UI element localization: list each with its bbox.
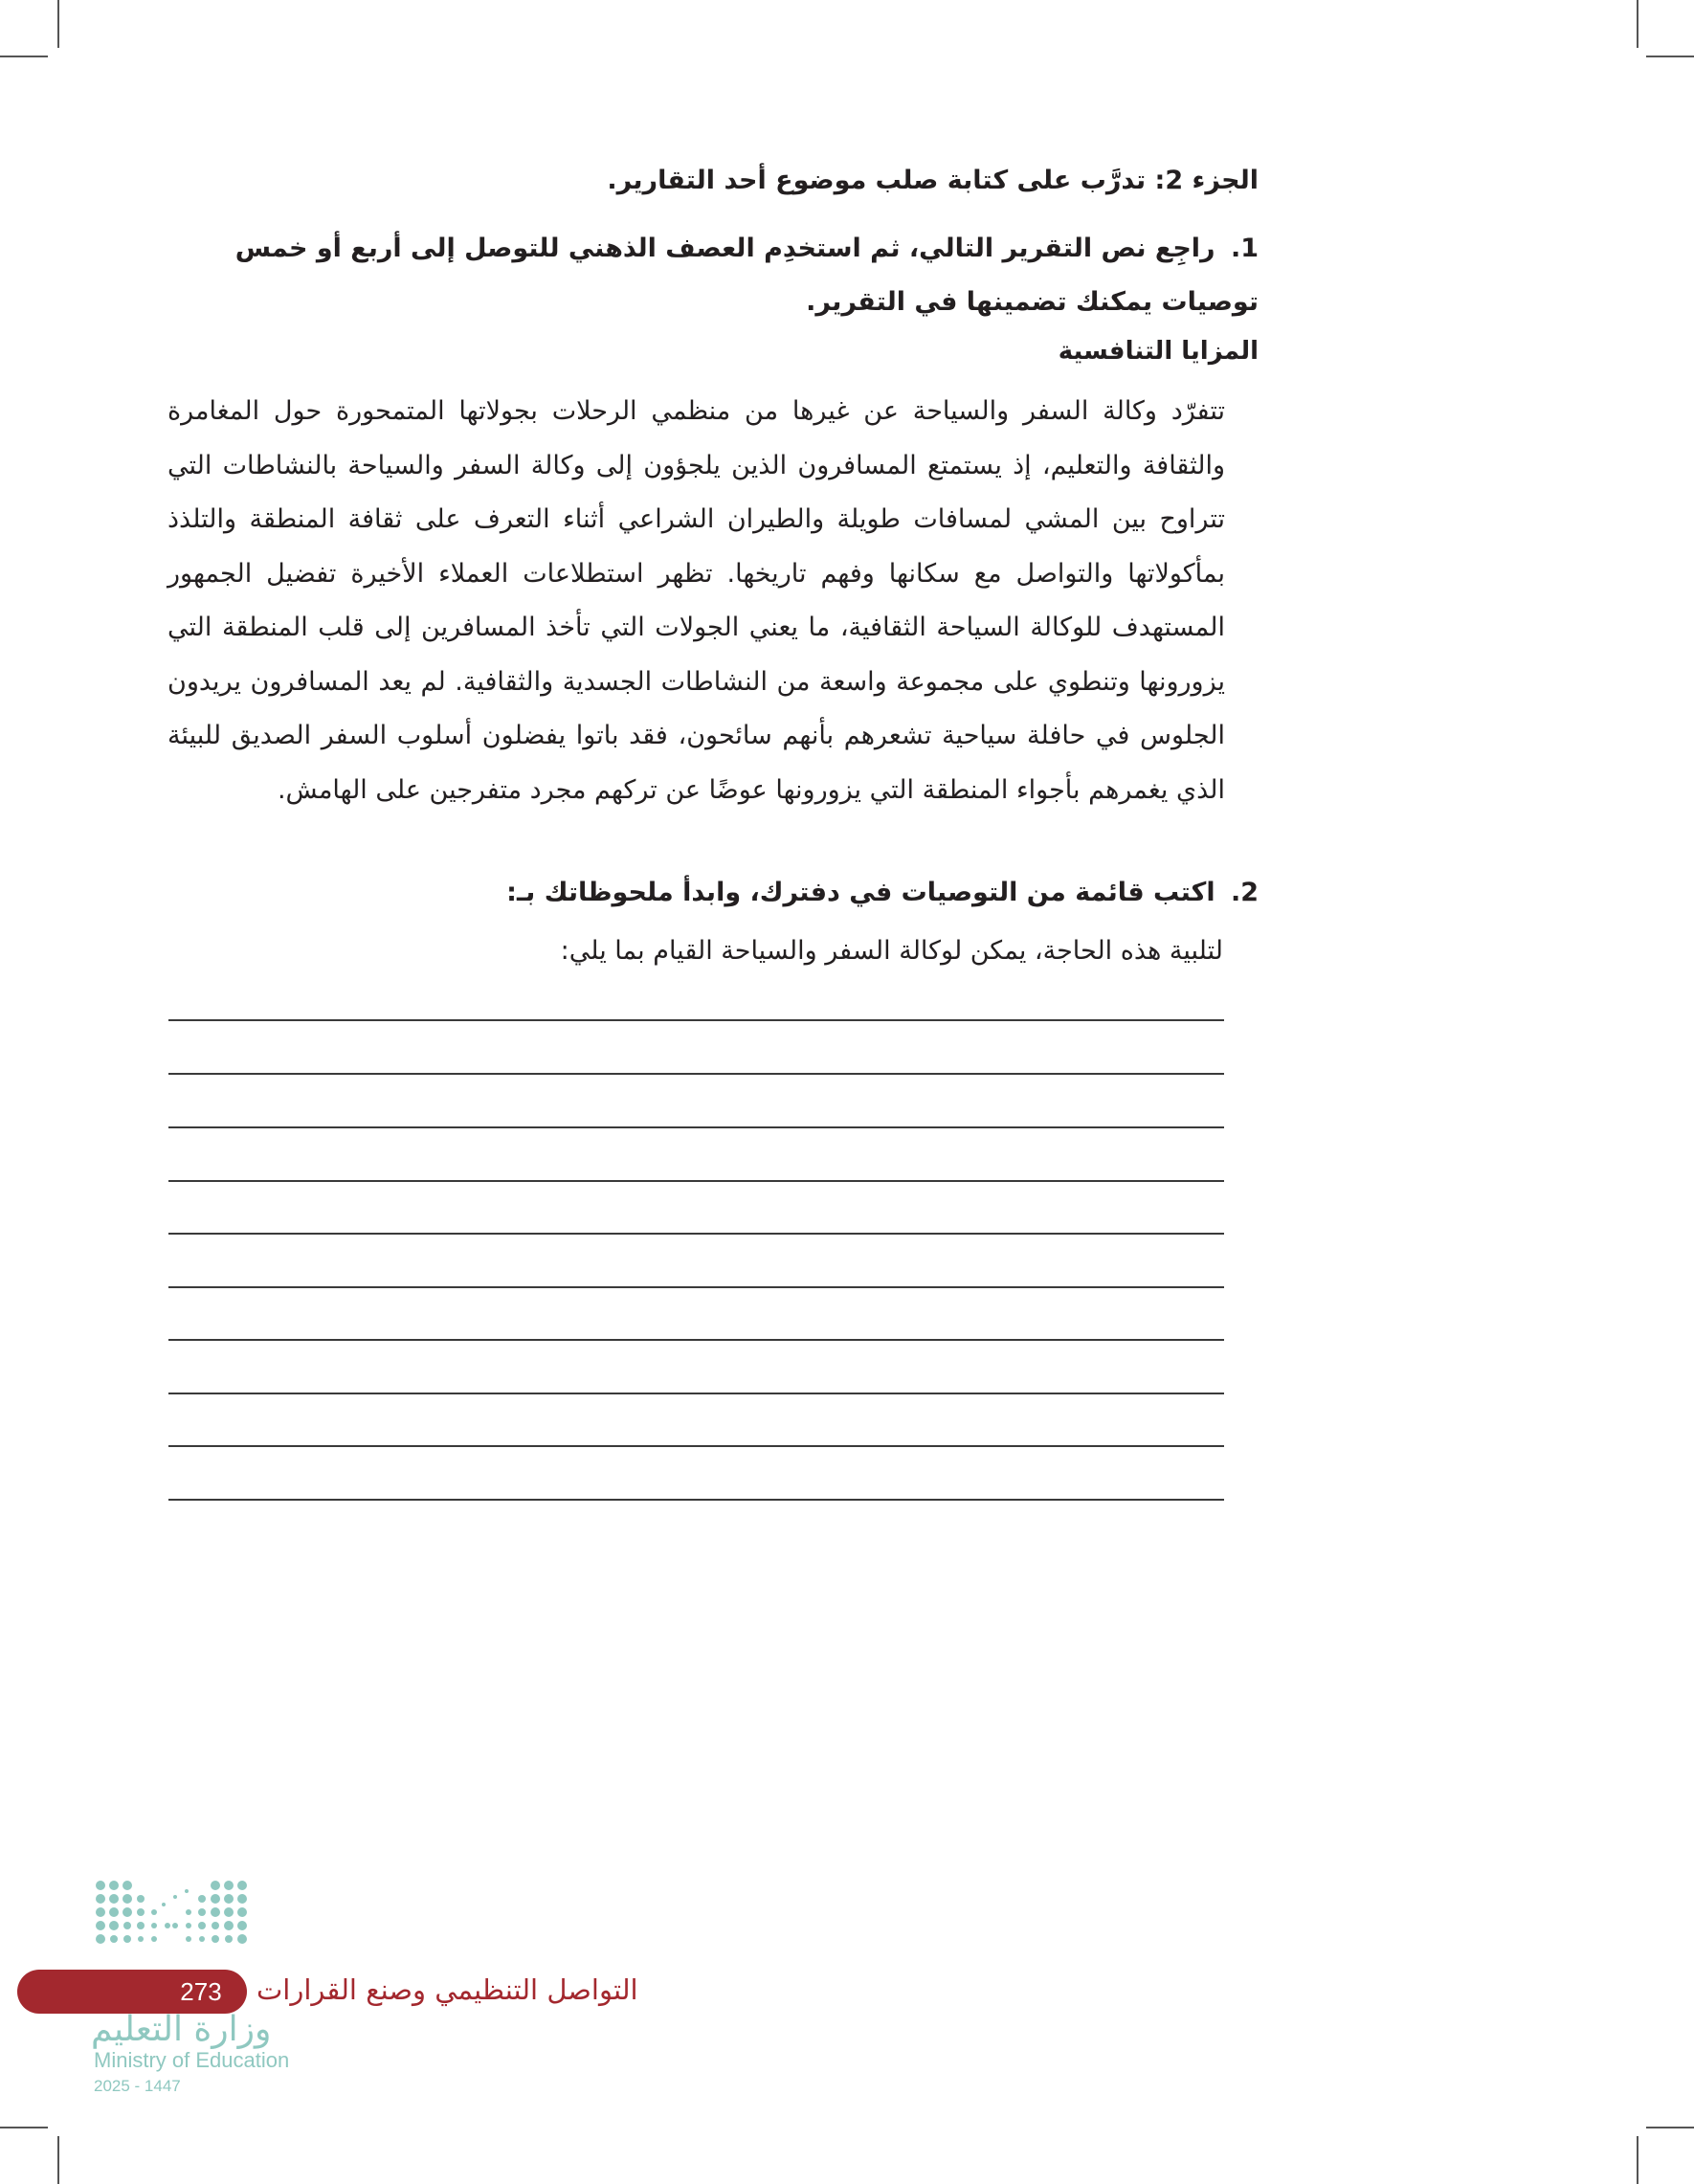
answer-line[interactable] xyxy=(168,1339,1224,1341)
crop-mark xyxy=(0,2127,48,2128)
book-title: التواصل التنظيمي وصنع القرارات xyxy=(256,1973,638,2006)
ministry-year: 2025 - 1447 xyxy=(94,2077,181,2095)
question-1-text: راجِع نص التقرير التالي، ثم استخدِم العصف الذهني للتوصل إلى أربع أو خمس توصيات يمكنك تضمينها في التقرير. xyxy=(234,234,1259,317)
answer-line[interactable] xyxy=(168,1073,1224,1075)
question-1-number: 1. xyxy=(1230,234,1259,263)
answer-line[interactable] xyxy=(168,1233,1224,1235)
ministry-name-en: Ministry of Education xyxy=(94,2048,290,2072)
page-number: 273 xyxy=(180,1977,222,2006)
answer-line[interactable] xyxy=(168,1393,1224,1394)
crop-mark xyxy=(1646,2127,1694,2128)
answer-line[interactable] xyxy=(168,1445,1224,1447)
question-2-prompt: لتلبية هذه الحاجة، يمكن لوكالة السفر والسياحة القيام بما يلي: xyxy=(560,936,1223,966)
answer-line[interactable] xyxy=(168,1019,1224,1021)
crop-mark xyxy=(0,56,48,57)
crop-mark xyxy=(57,2136,59,2184)
question-2-number: 2. xyxy=(1230,878,1259,907)
ministry-name-ar: وزارة التعليم xyxy=(91,2010,272,2049)
crop-mark xyxy=(1637,0,1638,48)
part-title: الجزء 2: تدرَّب على كتابة صلب موضوع أحد التقارير. xyxy=(607,166,1259,195)
report-body: تتفرّد وكالة السفر والسياحة عن غيرها من منظمي الرحلات بجولاتها المتمحورة حول المغامرة والثقافة والتعليم، إذ يستمتع المسافرون الذين يلجؤون إلى وكالة السفر والسياحة بالنشاطات التي تتراوح بين المشي لمسافات طويلة والطيران الشراعي أثناء التعرف على ثقافة المنطقة والتلذذ بمأكولاتها والتواصل مع سكانها وفهم تاريخها. تظهر استطلاعات العملاء الأخيرة تفضيل الجمهور المستهدف للوكالة السياحة الثقافية، ما يعني الجولات التي تأخذ المسافرين إلى قلب المنطقة التي يزورونها وتنطوي على مجموعة واسعة من النشاطات الجسدية والثقافية. لم يعد المسافرون يريدون الجلوس في حافلة سياحية تشعرهم بأنهم سائحون، فقد باتوا يفضلون أسلوب السفر الصديق للبيئة الذي يغمرهم بأجواء المنطقة التي يزورونها عوضًا عن تركهم مجرد متفرجين على الهامش. xyxy=(167,396,1225,805)
report-heading: المزايا التنافسية xyxy=(1058,337,1259,366)
question-2-text: اكتب قائمة من التوصيات في دفترك، وابدأ ملحوظاتك بـ: xyxy=(506,878,1215,907)
answer-line[interactable] xyxy=(168,1126,1224,1128)
crop-mark xyxy=(1637,2136,1638,2184)
question-2 xyxy=(506,878,1259,907)
answer-line[interactable] xyxy=(168,1286,1224,1288)
answer-line[interactable] xyxy=(168,1499,1224,1501)
crop-mark xyxy=(1646,56,1694,57)
question-1 xyxy=(167,222,1259,329)
crop-mark xyxy=(57,0,59,48)
answer-line[interactable] xyxy=(168,1180,1224,1182)
ministry-logo-icon xyxy=(91,1876,311,1962)
